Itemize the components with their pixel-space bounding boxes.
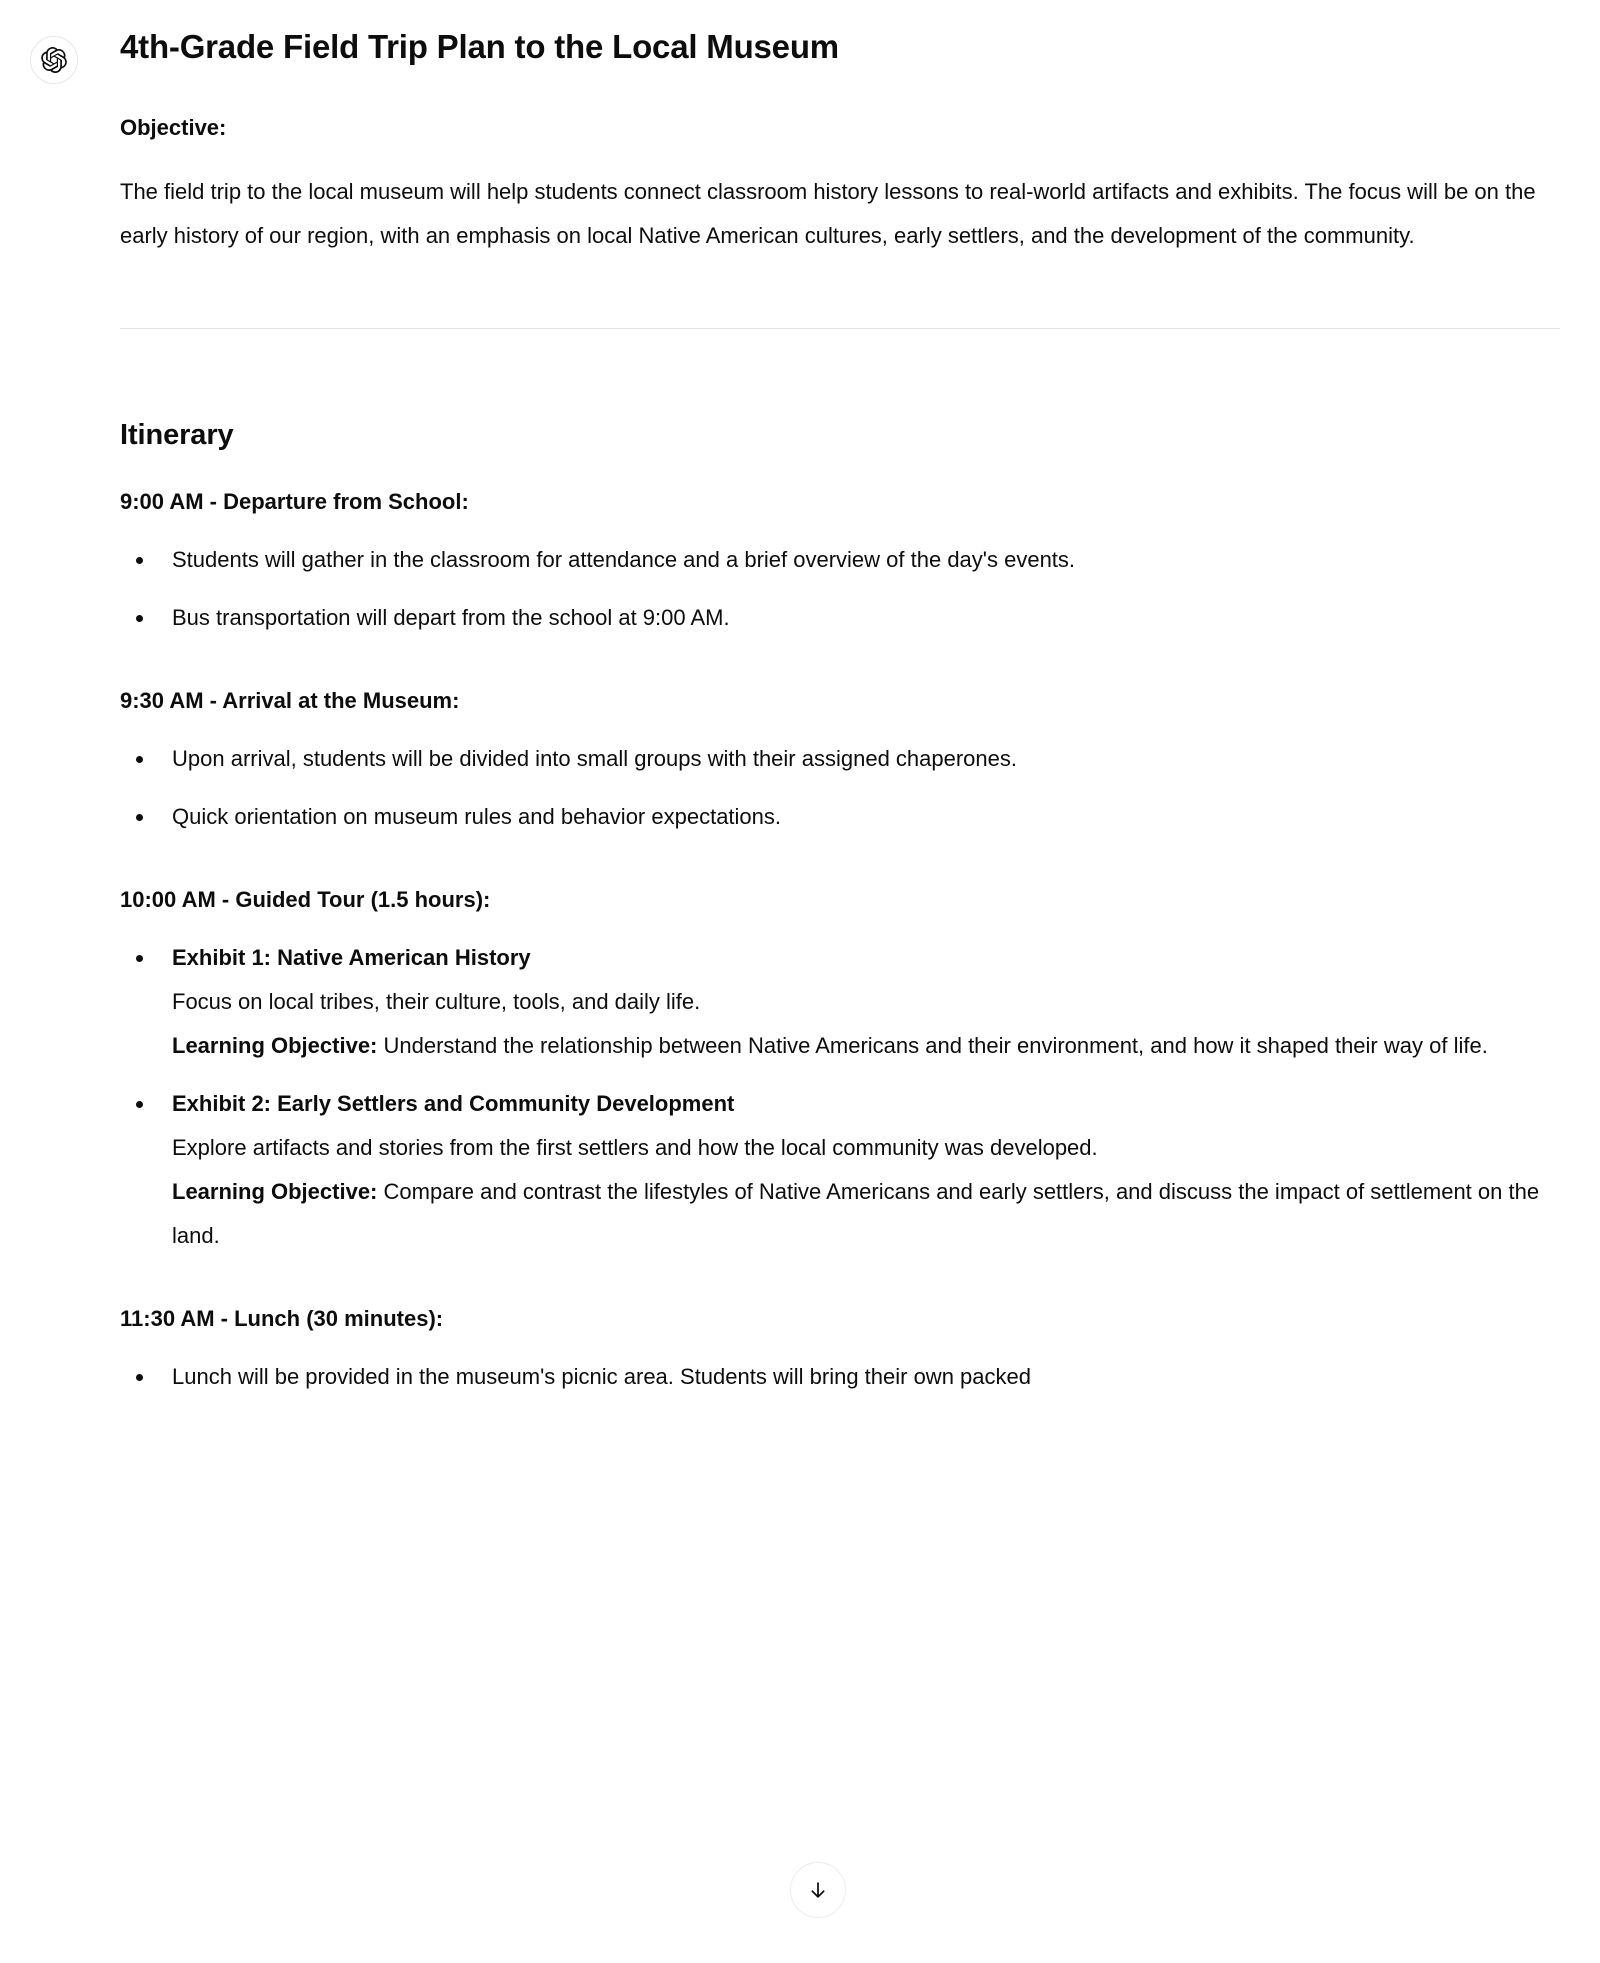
- list-item: Students will gather in the classroom for attendance and a brief overview of the day's events.: [120, 538, 1560, 582]
- exhibit-learning-objective: [172, 1024, 1560, 1068]
- learning-objective-label: Learning Objective:: [172, 1178, 378, 1204]
- arrow-down-icon: [807, 1879, 829, 1901]
- bullet-list: [120, 737, 1560, 839]
- itinerary-block-guided-tour: [120, 883, 1560, 1258]
- itinerary-block-departure: [120, 485, 1560, 640]
- list-item: Bus transportation will depart from the school at 9:00 AM.: [120, 596, 1560, 640]
- objective-label: Objective:: [120, 114, 227, 140]
- itinerary-heading: Itinerary: [120, 418, 234, 451]
- exhibit-description: Focus on local tribes, their culture, tools, and daily life.: [172, 988, 701, 1014]
- exhibit-list: [120, 936, 1560, 1258]
- list-item: [120, 936, 1560, 1068]
- time-heading: 9:30 AM - Arrival at the Museum:: [120, 687, 460, 713]
- itinerary-block-lunch: [120, 1302, 1560, 1399]
- exhibit-title: Exhibit 1: Native American History: [172, 944, 531, 970]
- list-item: Quick orientation on museum rules and behavior expectations.: [120, 795, 1560, 839]
- objective-text: The field trip to the local museum will help students connect classroom history lessons to real-world artifacts and exhibits. The focus will be on the early history of our region, with an emphasis on local Native American cultures, early settlers, and the development of the community.: [120, 178, 1536, 248]
- bullet-list: [120, 538, 1560, 640]
- time-heading: 9:00 AM - Departure from School:: [120, 488, 469, 514]
- learning-objective-text: Understand the relationship between Native Americans and their environment, and how it shaped their way of life.: [377, 1032, 1488, 1058]
- time-heading: 10:00 AM - Guided Tour (1.5 hours):: [120, 886, 491, 912]
- scroll-to-bottom-button[interactable]: [790, 1862, 846, 1918]
- learning-objective-label: Learning Objective:: [172, 1032, 378, 1058]
- openai-logo-icon: [30, 36, 78, 84]
- list-item: [120, 1082, 1560, 1258]
- exhibit-description: Explore artifacts and stories from the first settlers and how the local community was developed.: [172, 1134, 1098, 1160]
- section-divider: [120, 328, 1560, 329]
- bullet-list: [120, 1355, 1560, 1399]
- exhibit-title: Exhibit 2: Early Settlers and Community Development: [172, 1090, 735, 1116]
- list-item: Lunch will be provided in the museum's picnic area. Students will bring their own packed: [120, 1355, 1560, 1399]
- list-item: Upon arrival, students will be divided into small groups with their assigned chaperones.: [120, 737, 1560, 781]
- learning-objective-text: Compare and contrast the lifestyles of Native Americans and early settlers, and discuss the impact of settlement on the land.: [172, 1178, 1540, 1248]
- itinerary-block-arrival: [120, 684, 1560, 839]
- time-heading: 11:30 AM - Lunch (30 minutes):: [120, 1305, 444, 1331]
- message-content: [120, 26, 1570, 1433]
- page-title: 4th-Grade Field Trip Plan to the Local Museum: [120, 28, 839, 65]
- exhibit-learning-objective: [172, 1170, 1560, 1258]
